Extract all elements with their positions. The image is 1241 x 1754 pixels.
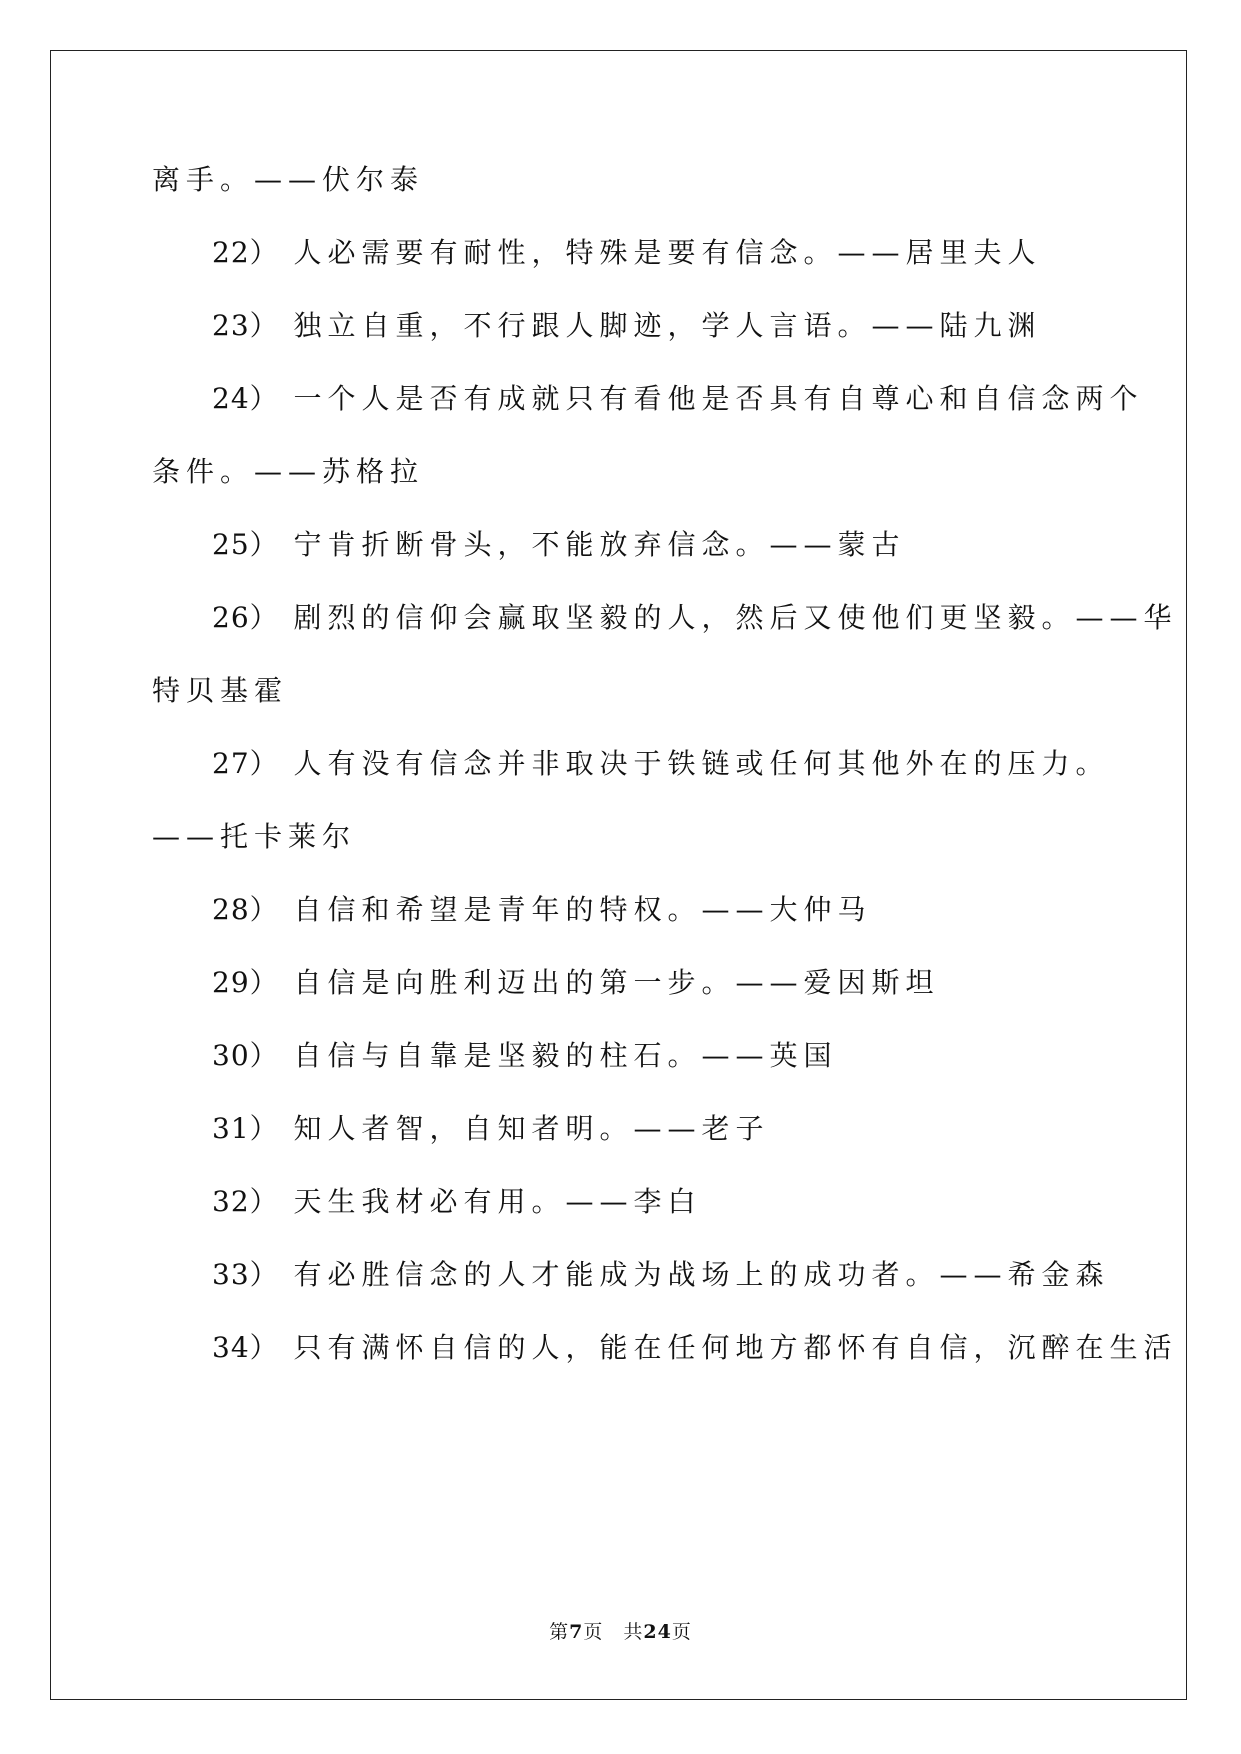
quote-item — [212, 379, 1144, 419]
quote-item — [212, 306, 1042, 346]
quote-item — [212, 963, 940, 1003]
quote-item — [212, 744, 1110, 784]
line-number: 30） — [212, 1039, 279, 1072]
line-text: 一个人是否有成就只有看他是否具有自尊心和自信念两个 — [293, 382, 1144, 415]
footer-total-pages: 24 — [643, 1621, 672, 1643]
footer-suffix: 页 — [671, 1621, 692, 1643]
quote-item — [212, 1255, 1110, 1295]
quote-item — [212, 525, 906, 565]
line-text: 人有没有信念并非取决于铁链或任何其他外在的压力。 — [293, 747, 1110, 780]
line-text: 离手。——伏尔泰 — [152, 163, 425, 196]
line-text: 自信与自靠是坚毅的柱石。——英国 — [293, 1039, 838, 1072]
line-number: 26） — [212, 601, 279, 634]
line-text: 宁肯折断骨头，不能放弃信念。——蒙古 — [293, 528, 906, 561]
quote-item — [212, 1036, 838, 1076]
line-number: 23） — [212, 309, 279, 342]
line-text: 自信是向胜利迈出的第一步。——爱因斯坦 — [293, 966, 940, 999]
line-number: 28） — [212, 893, 279, 926]
text-line — [152, 160, 424, 200]
line-text: ——托卡莱尔 — [152, 820, 357, 853]
line-text: 知人者智，自知者明。——老子 — [293, 1112, 770, 1145]
line-number: 22） — [212, 236, 279, 269]
quote-item — [212, 598, 1178, 638]
line-number: 25） — [212, 528, 279, 561]
line-text: 独立自重，不行跟人脚迹，学人言语。——陆九渊 — [293, 309, 1042, 342]
line-number: 29） — [212, 966, 279, 999]
page-footer — [0, 1617, 1241, 1644]
quote-item — [212, 1182, 702, 1222]
line-text: 只有满怀自信的人，能在任何地方都怀有自信，沉醉在生活 — [293, 1331, 1178, 1364]
line-text: 天生我材必有用。——李白 — [293, 1185, 702, 1218]
line-text: 条件。——苏格拉 — [152, 455, 425, 488]
text-line — [152, 452, 424, 492]
footer-mid: 页 共 — [583, 1621, 644, 1643]
quote-item — [212, 1328, 1178, 1368]
line-text: 人必需要有耐性，特殊是要有信念。——居里夫人 — [293, 236, 1042, 269]
text-line — [152, 817, 356, 857]
page-border — [50, 50, 1187, 1700]
line-number: 27） — [212, 747, 279, 780]
line-text: 剧烈的信仰会赢取坚毅的人，然后又使他们更坚毅。——华 — [293, 601, 1178, 634]
quote-item — [212, 1109, 770, 1149]
line-number: 34） — [212, 1331, 279, 1364]
line-text: 自信和希望是青年的特权。——大仲马 — [293, 893, 872, 926]
line-text: 特贝基霍 — [152, 674, 289, 707]
line-number: 24） — [212, 382, 279, 415]
line-number: 32） — [212, 1185, 279, 1218]
quote-item — [212, 890, 872, 930]
line-number: 31） — [212, 1112, 279, 1145]
line-text: 有必胜信念的人才能成为战场上的成功者。——希金森 — [293, 1258, 1110, 1291]
quote-item — [212, 233, 1042, 273]
footer-prefix: 第 — [549, 1621, 570, 1643]
footer-page-number: 7 — [569, 1621, 584, 1643]
text-line — [152, 671, 288, 711]
line-number: 33） — [212, 1258, 279, 1291]
